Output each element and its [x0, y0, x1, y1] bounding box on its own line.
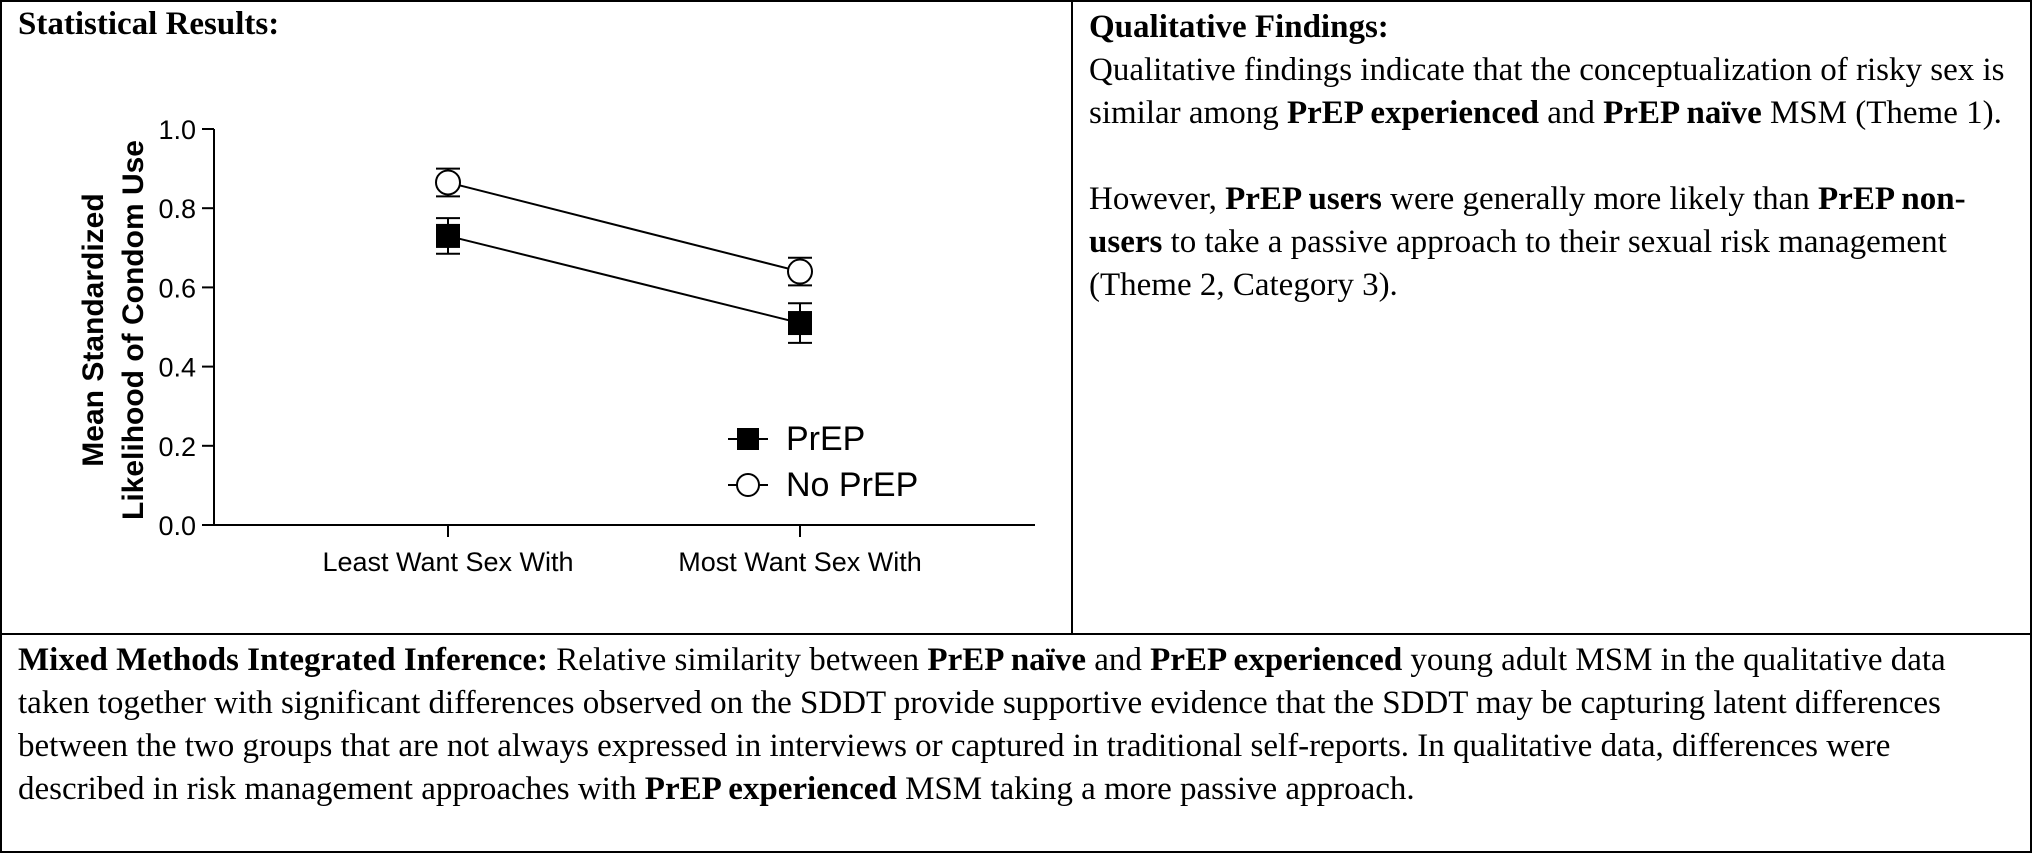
- integrated-inference-label: Mixed Methods Integrated Inference:: [18, 642, 549, 678]
- series-line-1: [448, 182, 800, 271]
- x-tick-label: Least Want Sex With: [322, 547, 574, 577]
- text-run: and: [1538, 95, 1604, 131]
- integrated-inference-panel: [18, 639, 2016, 811]
- text-run: were generally more likely than: [1381, 181, 1819, 217]
- filled-square-marker-icon: [726, 424, 770, 454]
- qualitative-findings-heading: Qualitative Findings:: [1089, 9, 1389, 45]
- qualitative-paragraph-2: [1089, 178, 2014, 307]
- x-axis: [214, 525, 1035, 577]
- data-point-circle: [436, 170, 460, 194]
- bold-term: PrEP naïve: [927, 642, 1086, 678]
- data-point-square: [436, 224, 460, 248]
- open-circle-marker-icon: [726, 470, 770, 500]
- data-point-square: [788, 311, 812, 335]
- text-run: MSM taking a more passive approach.: [896, 771, 1415, 807]
- chart-legend: [726, 416, 918, 508]
- y-tick-label: 1.0: [158, 115, 196, 145]
- y-tick-label: 0.0: [158, 511, 196, 541]
- legend-label-prep: PrEP: [786, 419, 866, 458]
- legend-item-prep: [726, 416, 918, 462]
- qualitative-paragraph-1: [1089, 49, 2014, 135]
- y-tick-label: 0.4: [158, 352, 196, 383]
- y-tick-label: 0.8: [158, 194, 196, 225]
- legend-item-no-prep: [726, 462, 918, 508]
- y-axis-label-line1: Mean Standardized: [77, 193, 110, 467]
- bold-term: PrEP non-users: [1089, 181, 1966, 260]
- text-run: Qualitative findings indicate that the conceptualization of risky sex is similar among: [1089, 52, 2005, 131]
- text-run: MSM (Theme 1).: [1761, 95, 2002, 131]
- bold-term: PrEP experienced: [644, 771, 897, 807]
- condom-use-chart: [0, 0, 1071, 634]
- bold-term: PrEP experienced: [1286, 95, 1539, 131]
- bold-term: PrEP naïve: [1603, 95, 1762, 131]
- bold-term: PrEP users: [1225, 181, 1382, 217]
- text-run: However,: [1089, 181, 1226, 217]
- bold-term: PrEP experienced: [1150, 642, 1403, 678]
- text-run: and: [1086, 642, 1151, 678]
- column-divider: [1071, 0, 1073, 634]
- y-tick-label: 0.2: [158, 431, 196, 462]
- y-axis: [158, 115, 214, 541]
- text-run: Relative similarity between: [548, 642, 928, 678]
- y-axis-label-line2: Likelihood of Condom Use: [117, 140, 150, 520]
- series-layer: [436, 169, 812, 343]
- legend-label-no-prep: No PrEP: [786, 465, 919, 504]
- integrated-inference-text: [18, 639, 2016, 811]
- statistical-results-title: Statistical Results:: [18, 6, 280, 42]
- series-line-0: [448, 236, 800, 323]
- text-run: to take a passive approach to their sexual risk management (Theme 2, Category 3).: [1089, 224, 1947, 303]
- y-tick-label: 0.6: [158, 273, 196, 304]
- x-tick-label: Most Want Sex With: [678, 547, 922, 577]
- text-run: young adult MSM in the qualitative data taken together with significant differences observed on the SDDT provide supportive evidence that the SDDT may be capturing latent differences between the two groups that are not always expressed in interviews or captured in traditional self-reports. In qualitative data, differences were described in risk management approaches with: [18, 642, 1946, 807]
- paragraph-gap: [1089, 135, 2014, 178]
- data-point-circle: [788, 260, 812, 284]
- qualitative-findings-panel: [1089, 6, 2014, 307]
